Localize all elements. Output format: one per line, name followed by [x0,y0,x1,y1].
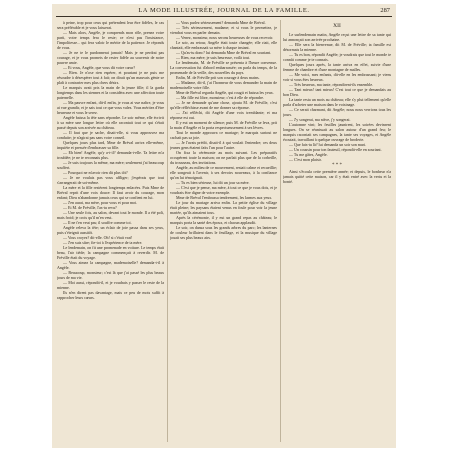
paragraph: Tout le monde approuva ce mariage; le marquis surtout ne cachait pas sa joie. [170,130,277,140]
paragraph: Mme de Bréval regarda Angèle, qui rougit et baissa les yeux. [176,90,274,95]
paragraph: Mme de Bréval l'embrassa tendrement, les larmes aux yeux. [176,195,273,200]
paragraph: Quelques jours plus tard, Mme de Bréval arriva elle-même, inquiète et pressée d'embrasser sa fille. [57,140,164,150]
paragraph: — Je ne demande qu'une chose, ajouta M. de Fréville, c'est qu'elle réfléchisse avant de me donner sa réponse. [170,100,277,110]
paragraph: Angèle releva la tête; un éclair de joie passa dans ses yeux, puis s'éteignit aussitôt. [57,225,164,235]
paragraph: — Et M. de Fréville, l'as-tu revu? [63,205,117,210]
paragraph: — Mais alors, Angèle, je comprends mon rôle, prenez votre parti, votre temps fera le reste; ce n'est pas l'insistance, l'impolitesse... qui fera valoir le mérite de la patience. Je réponds de vous. [57,30,164,50]
paragraph: — Madame, dit-il, j'ai l'honneur de vous demander la main de mademoiselle votre fille. [170,80,277,90]
paragraph: — Et vous, Angèle, que vous dit votre cœur? [63,65,135,70]
paragraph: — Ce serait charmant, dit Angèle; nous nous verrions tous les jours. [283,107,391,117]
paragraph: Le lendemain, M. de Fréville se présenta à l'heure convenue. La conversation fut d'abord embarrassée; on parla du temps, de la promenade de la veille, des nouvelles du pays. [170,60,277,75]
journal-title: LA MODE ILLUSTRÉE, JOURNAL DE LA FAMILLE. [138,7,310,14]
paragraph: — Il faut que je sache, disait-elle, si vous approuvez ma conduite; je n'agirai pas sans votre conseil. [57,130,164,140]
paragraph: — C'est mon plaisir. [289,157,322,162]
paragraph: On fixa la cérémonie au mois suivant. Les préparatifs occupèrent toute la maison; on ne parlait plus que de la corbeille, du trousseau, des invitations. [170,150,277,165]
column-divider [167,20,168,442]
column-divider [280,20,281,442]
section-separator: * * * [332,163,342,168]
paragraph: — Rien, ma mère; je suis heureuse, voilà tout. [176,55,251,60]
paragraph: — Rien. Je n'ose rien espérer, et pourtant je ne puis me résoudre à désespérer tout à fait; on dirait qu'un mauvais génie se plaît à contrarier mes plus chers désirs. [57,70,164,85]
text-column-3 [283,20,391,442]
paragraph: L'automne vint; les feuilles jaunirent, les soirées devinrent longues. On se réunissait au salon autour d'un grand feu; le marquis racontait ses campagnes, la tante ses voyages, et Angèle écoutait, travaillant à quelque ouvrage de broderie. [283,122,391,142]
paragraph: — Très heureux, ma tante, répondirent-ils ensemble. [289,82,374,87]
paragraph: — Je l'avais prédit, disait-il à qui voulait l'entendre; ces deux jeunes gens étaient faits l'un pour l'autre. [170,140,277,150]
paragraph: — Vous parlez sérieusement? demanda Mme de Bréval. [176,20,266,25]
paragraph: Ainsi s'écoula cette première année; et depuis, le bonheur n'a jamais quitté cette maison, car il y était entré avec la vertu et la bonté. [283,169,391,184]
paragraph: — Vous croyez? dit-elle. Oh! si c'était vrai! [63,235,133,240]
paragraph: Quelques jours après, la tante arriva en effet, suivie d'une femme de chambre et d'une montagne de malles. [283,62,391,72]
paragraph: La tante resta un mois au château; elle s'y plut tellement qu'elle parla d'acheter une maison dans le voisinage. [283,97,391,107]
paragraph: — Ma pauvre enfant, dit-il enfin, je vous ai vue naître, je vous ai vue grandir, et je sais tout ce que vous valez. Vous méritez d'être heureuse et vous le serez. [57,100,164,115]
header-rule [56,16,392,17]
paragraph: — Tu me gâtes, Angèle. [289,152,328,157]
paragraph: — Me voici, mes enfants, dit-elle en les embrassant; je viens voir si vous êtes heureux. [283,72,391,82]
paragraph: — Il ne t'en veut pas; il souffre comme toi. [63,220,132,225]
paragraph: à peine, trop pour ceux qui prétendent leur être fidèles, le cas sera préférable et je vous laisserai. [57,20,164,30]
paragraph: — J'en suis sûre; fie-toi à l'expérience de ta mère. [63,240,143,245]
paragraph: — Je ne voulais pas vous affliger; j'espérais que tout s'arrangerait de soi-même. [57,175,164,185]
paragraph: — Beaucoup, monsieur; c'est là que j'ai passé les plus beaux jours de ma vie. [57,270,164,280]
paragraph: — Ma fille est libre, monsieur; c'est à elle de répondre. [176,95,265,100]
paragraph: Le surlendemain matin, Angèle reçut une lettre de sa tante qui lui annonçait son arrivée prochaine. [283,32,391,42]
paragraph: Le marquis avait pris la main de la jeune fille; il la garda longtemps dans les siennes et la considéra avec une affection toute paternelle. [57,85,164,100]
paragraph: — Qu'as-tu donc? lui demanda Mme de Bréval en souriant. [176,50,272,55]
paragraph: — Moi aussi, répondit-il, et je voudrais y passer le reste de la mienne. [57,280,164,290]
section-title: XII [333,23,341,29]
text-column-2 [170,20,277,442]
paragraph: — J'ai réfléchi, dit Angèle d'une voix tremblante; et ma réponse est oui. [170,110,277,120]
paragraph: Ils n'en dirent pas davantage, mais ce peu de mots suffit à rapprocher leurs cœurs. [57,290,164,300]
paragraph: — Très sérieusement, madame; et si vous le permettez, je viendrai vous en parler demain. [170,25,277,35]
paragraph: — Venez, monsieur, nous serons heureuses de vous recevoir. [176,35,274,40]
paragraph: Le jour du mariage arriva enfin. La petite église du village était pleine; les paysans étaient venus en foule pour voir la jeune mariée, qu'ils aimaient tous. [170,200,277,215]
paragraph: — Pourquoi ne m'avoir rien dit plus tôt? [63,170,128,175]
paragraph: — Une seule fois, au salon, devant tout le monde. Il a été poli, mais froid; je crois qu'il m'en veut. [57,210,164,220]
paragraph: Angèle baissa la tête sans répondre. Le soir même, elle écrivit à sa mère une longue lettre où elle racontait tout ce qui s'était passé depuis son arrivée au château. [57,115,164,130]
paragraph: — J'y songerai, ma nièce, j'y songerai. [289,117,351,122]
paragraph: — Elle sera la bienvenue, dit M. de Fréville; ta famille est désormais la mienne. [283,42,391,52]
text-column-1 [57,20,164,442]
page-number: 287 [380,7,390,14]
paragraph: — Tant mieux! tant mieux! C'est tout ce que je demandais au bon Dieu. [283,87,391,97]
paragraph: Le lendemain, on fit une promenade en voiture. Le temps était beau, l'air tiède; la campagne commençait à reverdir. M. de Fréville était du voyage. [57,245,164,260]
paragraph: — C'est que je pense, ma mère, à tout ce que je vous dois, et je voudrais être digne de votre exemple. [170,185,277,195]
paragraph: Après la cérémonie, il y eut un grand repas au château; le marquis porta la santé des époux, et chacun applaudit. [170,215,277,225]
paragraph: — Eh bien! Angèle, qu'y a-t-il? demanda-t-elle. Ta lettre m'a troublée; je ne te reconnais plus. [57,150,164,160]
paragraph: Angèle, au milieu de ce mouvement, restait calme et recueillie; elle songeait à l'avenir, à ses devoirs nouveaux, à la confiance qu'on lui témoignait. [170,165,277,180]
paragraph: — J'en aurai, ma mère, pour vous et pour moi. [63,200,138,205]
paragraph: La mère et la fille restèrent longtemps enlacées. Puis Mme de Bréval reprit d'une voix douce: Il faut avoir du courage, mon enfant; Dieu n'abandonne jamais ceux qui se confient en lui. [57,185,164,200]
paragraph: — Je ne te le pardonnerai jamais! Mais je ne perdrai pas courage, et je vous promets de rester fidèle au souvenir de notre pauvre amie. [57,50,164,65]
paragraph: — Un coussin pour ton fauteuil, répondit-elle en souriant. [289,147,382,152]
paragraph: — Tu es bon, répondit Angèle; je voudrais que tout le monde te connût comme je te connais. [283,52,391,62]
paragraph: Il y eut un moment de silence; puis M. de Fréville se leva, prit la main d'Angèle et la porta respectueusement à ses lèvres. [170,120,277,130]
paragraph: Le soir, on dansa sous les grands arbres du parc; les lanternes de couleur brillaient dans le feuillage, et la musique du village jouait ses plus beaux airs. [170,225,277,240]
paragraph: Le soir, au retour, Angèle était toute changée; elle riait, elle chantait, elle embrassait sa mère à chaque instant. [170,40,277,50]
paragraph: — Que fais-tu là? lui demanda un soir son mari. [289,142,367,147]
paragraph: — Tu es bien sérieuse, lui dit un jour sa mère. [176,180,250,185]
paragraph: Enfin, M. de Fréville prit son courage à deux mains. [176,75,260,80]
paragraph: — Vous aimez la campagne, mademoiselle? demanda-t-il à Angèle. [57,260,164,270]
magazine-page [52,4,396,448]
paragraph: — Je suis toujours la même, ma mère; seulement j'ai beaucoup souffert. [57,160,164,170]
